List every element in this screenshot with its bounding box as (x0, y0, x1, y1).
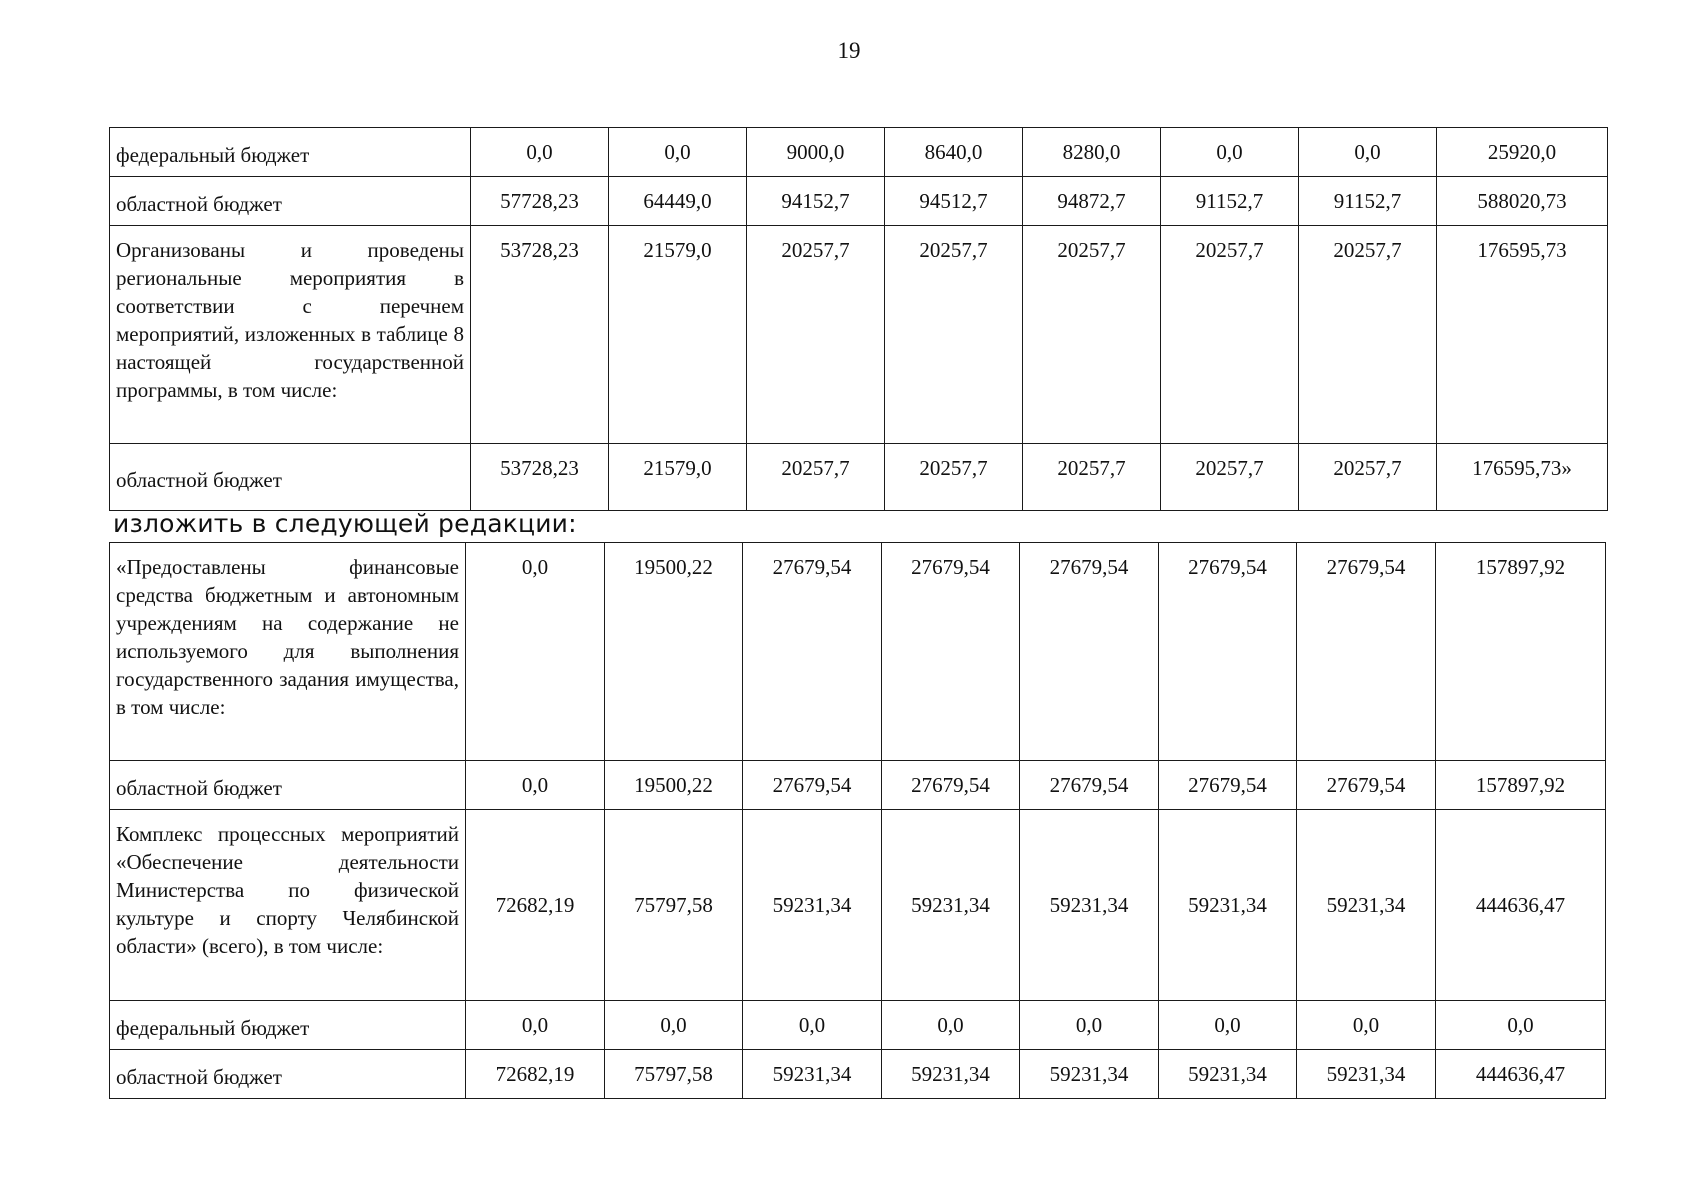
value-cell: 0,0 (471, 128, 609, 177)
value-cell: 20257,7 (885, 226, 1023, 444)
value-cell: 75797,58 (605, 810, 743, 1001)
value-cell: 59231,34 (882, 1050, 1020, 1099)
value-cell: 19500,22 (605, 543, 743, 761)
row-label: областной бюджет (110, 177, 471, 226)
page-number: 19 (837, 38, 861, 63)
value-cell: 8640,0 (885, 128, 1023, 177)
value-cell: 0,0 (1297, 1001, 1436, 1050)
value-cell: 0,0 (1161, 128, 1299, 177)
value-cell: 59231,34 (1297, 810, 1436, 1001)
value-cell: 91152,7 (1299, 177, 1437, 226)
value-cell: 8280,0 (1023, 128, 1161, 177)
table-row-regional-budget (110, 177, 1608, 226)
value-cell: 59231,34 (1297, 1050, 1436, 1099)
value-cell: 20257,7 (1023, 444, 1161, 511)
row-label: Организованы и проведены региональные мероприятия в соответствии с перечнем мероприятий, изложенных в таблице 8 настоящей государственной программы, в том числе: (110, 226, 471, 444)
value-cell: 72682,19 (466, 1050, 605, 1099)
row-label: областной бюджет (110, 444, 471, 511)
table-row-ministry-support (110, 810, 1606, 1001)
value-cell: 20257,7 (1299, 444, 1437, 511)
row-label: областной бюджет (110, 1050, 466, 1099)
row-label: «Предоставлены финансовые средства бюджетным и автономным учреждениям на содержание не используемого для выполнения государственного задания имущества, в том числе: (110, 543, 466, 761)
value-cell: 0,0 (466, 761, 605, 810)
value-cell: 59231,34 (1159, 1050, 1297, 1099)
value-cell: 20257,7 (747, 226, 885, 444)
value-cell: 20257,7 (885, 444, 1023, 511)
value-cell: 27679,54 (1159, 543, 1297, 761)
value-cell: 0,0 (1436, 1001, 1606, 1050)
table-row-federal-budget (110, 1001, 1606, 1050)
value-cell: 59231,34 (1020, 1050, 1159, 1099)
value-cell: 20257,7 (1161, 444, 1299, 511)
value-cell: 75797,58 (605, 1050, 743, 1099)
value-cell: 20257,7 (747, 444, 885, 511)
value-cell: 27679,54 (1297, 543, 1436, 761)
value-cell: 59231,34 (743, 810, 882, 1001)
value-cell: 20257,7 (1299, 226, 1437, 444)
value-cell: 588020,73 (1437, 177, 1608, 226)
value-cell: 27679,54 (743, 761, 882, 810)
value-cell: 27679,54 (882, 543, 1020, 761)
row-label: областной бюджет (110, 761, 466, 810)
table-row-regional-budget (110, 444, 1608, 511)
value-cell: 0,0 (609, 128, 747, 177)
value-cell: 94872,7 (1023, 177, 1161, 226)
value-cell: 27679,54 (743, 543, 882, 761)
value-cell: 20257,7 (1161, 226, 1299, 444)
value-cell: 94152,7 (747, 177, 885, 226)
value-cell: 27679,54 (1020, 761, 1159, 810)
value-cell: 157897,92 (1436, 761, 1606, 810)
value-cell: 0,0 (882, 1001, 1020, 1050)
instruction-text: изложить в следующей редакции: (113, 509, 577, 538)
table-row-financial-means (110, 543, 1606, 761)
value-cell: 176595,73» (1437, 444, 1608, 511)
value-cell: 94512,7 (885, 177, 1023, 226)
value-cell: 21579,0 (609, 444, 747, 511)
value-cell: 0,0 (1299, 128, 1437, 177)
value-cell: 57728,23 (471, 177, 609, 226)
value-cell: 0,0 (1020, 1001, 1159, 1050)
value-cell: 25920,0 (1437, 128, 1608, 177)
value-cell: 72682,19 (466, 810, 605, 1001)
budget-table-new-edition (109, 542, 1606, 1099)
budget-table-original (109, 127, 1608, 511)
row-label: федеральный бюджет (110, 1001, 466, 1050)
table-row-regional-budget (110, 761, 1606, 810)
value-cell: 59231,34 (1020, 810, 1159, 1001)
value-cell: 19500,22 (605, 761, 743, 810)
table-row-federal-budget (110, 128, 1608, 177)
value-cell: 27679,54 (1297, 761, 1436, 810)
value-cell: 27679,54 (1159, 761, 1297, 810)
value-cell: 20257,7 (1023, 226, 1161, 444)
value-cell: 59231,34 (882, 810, 1020, 1001)
value-cell: 64449,0 (609, 177, 747, 226)
value-cell: 9000,0 (747, 128, 885, 177)
value-cell: 0,0 (743, 1001, 882, 1050)
table-row-regional-budget (110, 1050, 1606, 1099)
value-cell: 444636,47 (1436, 1050, 1606, 1099)
row-label: Комплекс процессных мероприятий «Обеспечение деятельности Министерства по физической культуре и спорту Челябинской области» (всего), в том числе: (110, 810, 466, 1001)
value-cell: 59231,34 (1159, 810, 1297, 1001)
value-cell: 27679,54 (882, 761, 1020, 810)
value-cell: 59231,34 (743, 1050, 882, 1099)
value-cell: 0,0 (466, 1001, 605, 1050)
value-cell: 53728,23 (471, 226, 609, 444)
row-label: федеральный бюджет (110, 128, 471, 177)
value-cell: 0,0 (466, 543, 605, 761)
table-row-regional-events (110, 226, 1608, 444)
value-cell: 176595,73 (1437, 226, 1608, 444)
value-cell: 21579,0 (609, 226, 747, 444)
value-cell: 53728,23 (471, 444, 609, 511)
value-cell: 27679,54 (1020, 543, 1159, 761)
value-cell: 444636,47 (1436, 810, 1606, 1001)
value-cell: 157897,92 (1436, 543, 1606, 761)
value-cell: 91152,7 (1161, 177, 1299, 226)
value-cell: 0,0 (605, 1001, 743, 1050)
value-cell: 0,0 (1159, 1001, 1297, 1050)
